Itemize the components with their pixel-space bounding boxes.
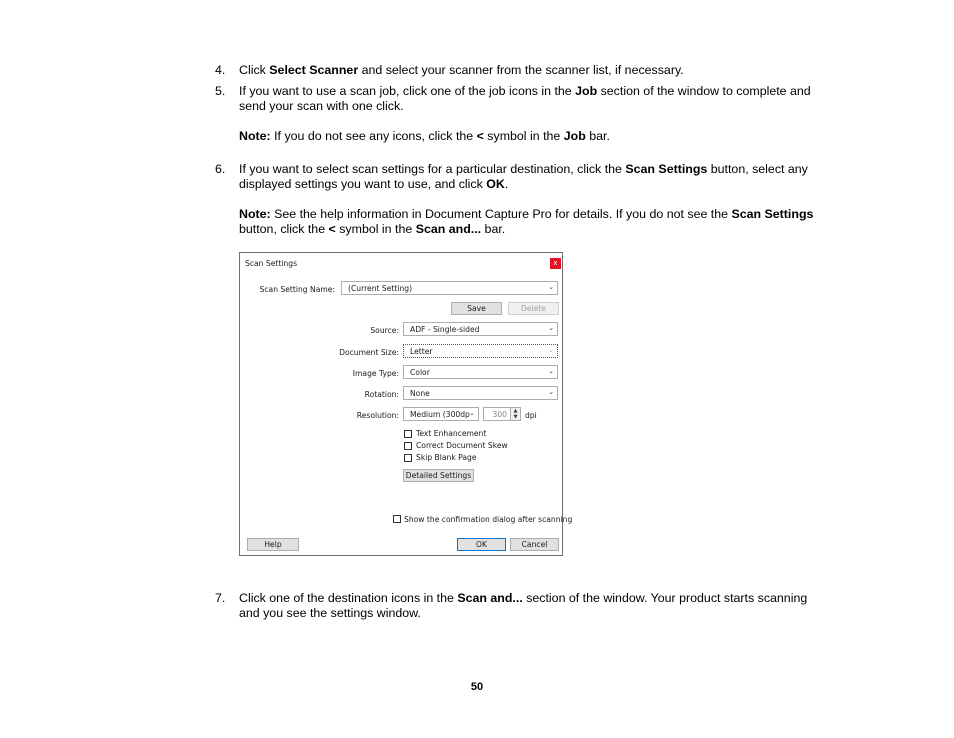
chevron-down-icon: ⌄ [548, 388, 554, 396]
scan-settings-dialog [239, 252, 573, 556]
setting-name-label: Scan Setting Name: [259, 285, 335, 294]
resolution-value: Medium (300dp [410, 410, 470, 419]
chevron-down-icon: ⌄ [469, 409, 475, 417]
image-type-select[interactable] [403, 365, 558, 379]
dpi-value: 300 [492, 410, 507, 419]
correct-skew-label: Correct Document Skew [416, 441, 508, 450]
text-enhancement-checkbox[interactable] [404, 430, 412, 438]
skip-blank-label: Skip Blank Page [416, 453, 477, 462]
step-5-text: If you want to use a scan job, click one of the job icons in the Job section of the window to complete and send your scan with one click. [239, 84, 811, 113]
step-4-text: Click Select Scanner and select your scanner from the scanner list, if necessary. [239, 63, 684, 77]
rotation-value: None [410, 389, 430, 398]
note-1: Note: If you do not see any icons, click the < symbol in the Job bar. [239, 129, 610, 143]
document-size-select[interactable] [403, 344, 558, 358]
dpi-stepper[interactable]: ▲ ▼ [510, 407, 521, 421]
source-select[interactable] [403, 322, 558, 336]
step-number: 5. [215, 84, 226, 98]
dialog-title: Scan Settings [245, 259, 298, 268]
image-type-label: Image Type: [352, 369, 399, 378]
close-icon[interactable]: x [550, 258, 561, 269]
chevron-down-icon: ⌄ [548, 367, 554, 375]
document-size-value: Letter [410, 347, 433, 356]
rotation-select[interactable] [403, 386, 558, 400]
chevron-down-icon: ⌄ [548, 324, 554, 332]
dpi-unit: dpi [525, 411, 537, 420]
detailed-settings-button[interactable]: Detailed Settings [403, 469, 474, 482]
step-number: 4. [215, 63, 226, 77]
note-2: Note: See the help information in Document Capture Pro for details. If you do not see the Scan Settings button, click the < symbol in the Scan and... bar. [239, 207, 814, 236]
chevron-down-icon: ⌄ [548, 346, 554, 354]
source-value: ADF - Single-sided [410, 325, 480, 334]
resolution-label: Resolution: [356, 411, 399, 420]
cancel-button[interactable]: Cancel [510, 538, 559, 551]
step-number: 6. [215, 162, 226, 176]
setting-name-value: (Current Setting) [348, 284, 413, 293]
correct-skew-checkbox[interactable] [404, 442, 412, 450]
skip-blank-checkbox[interactable] [404, 454, 412, 462]
document-size-label: Document Size: [339, 348, 399, 357]
step-number: 7. [215, 591, 226, 605]
source-label: Source: [370, 326, 399, 335]
ok-button[interactable]: OK [457, 538, 506, 551]
text-enhancement-label: Text Enhancement [416, 429, 487, 438]
help-button[interactable]: Help [247, 538, 299, 551]
show-confirmation-label: Show the confirmation dialog after scanning [404, 515, 573, 524]
setting-name-select[interactable] [341, 281, 558, 295]
dpi-input[interactable] [483, 407, 511, 421]
rotation-label: Rotation: [364, 390, 399, 399]
image-type-value: Color [410, 368, 430, 377]
step-7-text: Click one of the destination icons in the Scan and... section of the window. Your product starts scanning and you see the settings window. [239, 591, 808, 620]
step-6-text: If you want to select scan settings for a particular destination, click the Scan Settings button, select any displayed settings you want to use, and click OK. [239, 162, 808, 191]
chevron-down-icon: ⌄ [548, 283, 554, 291]
show-confirmation-checkbox[interactable] [393, 515, 401, 523]
save-button[interactable]: Save [451, 302, 502, 315]
delete-button[interactable]: Delete [508, 302, 559, 315]
resolution-select[interactable] [403, 407, 479, 421]
page-number: 50 [470, 681, 484, 693]
